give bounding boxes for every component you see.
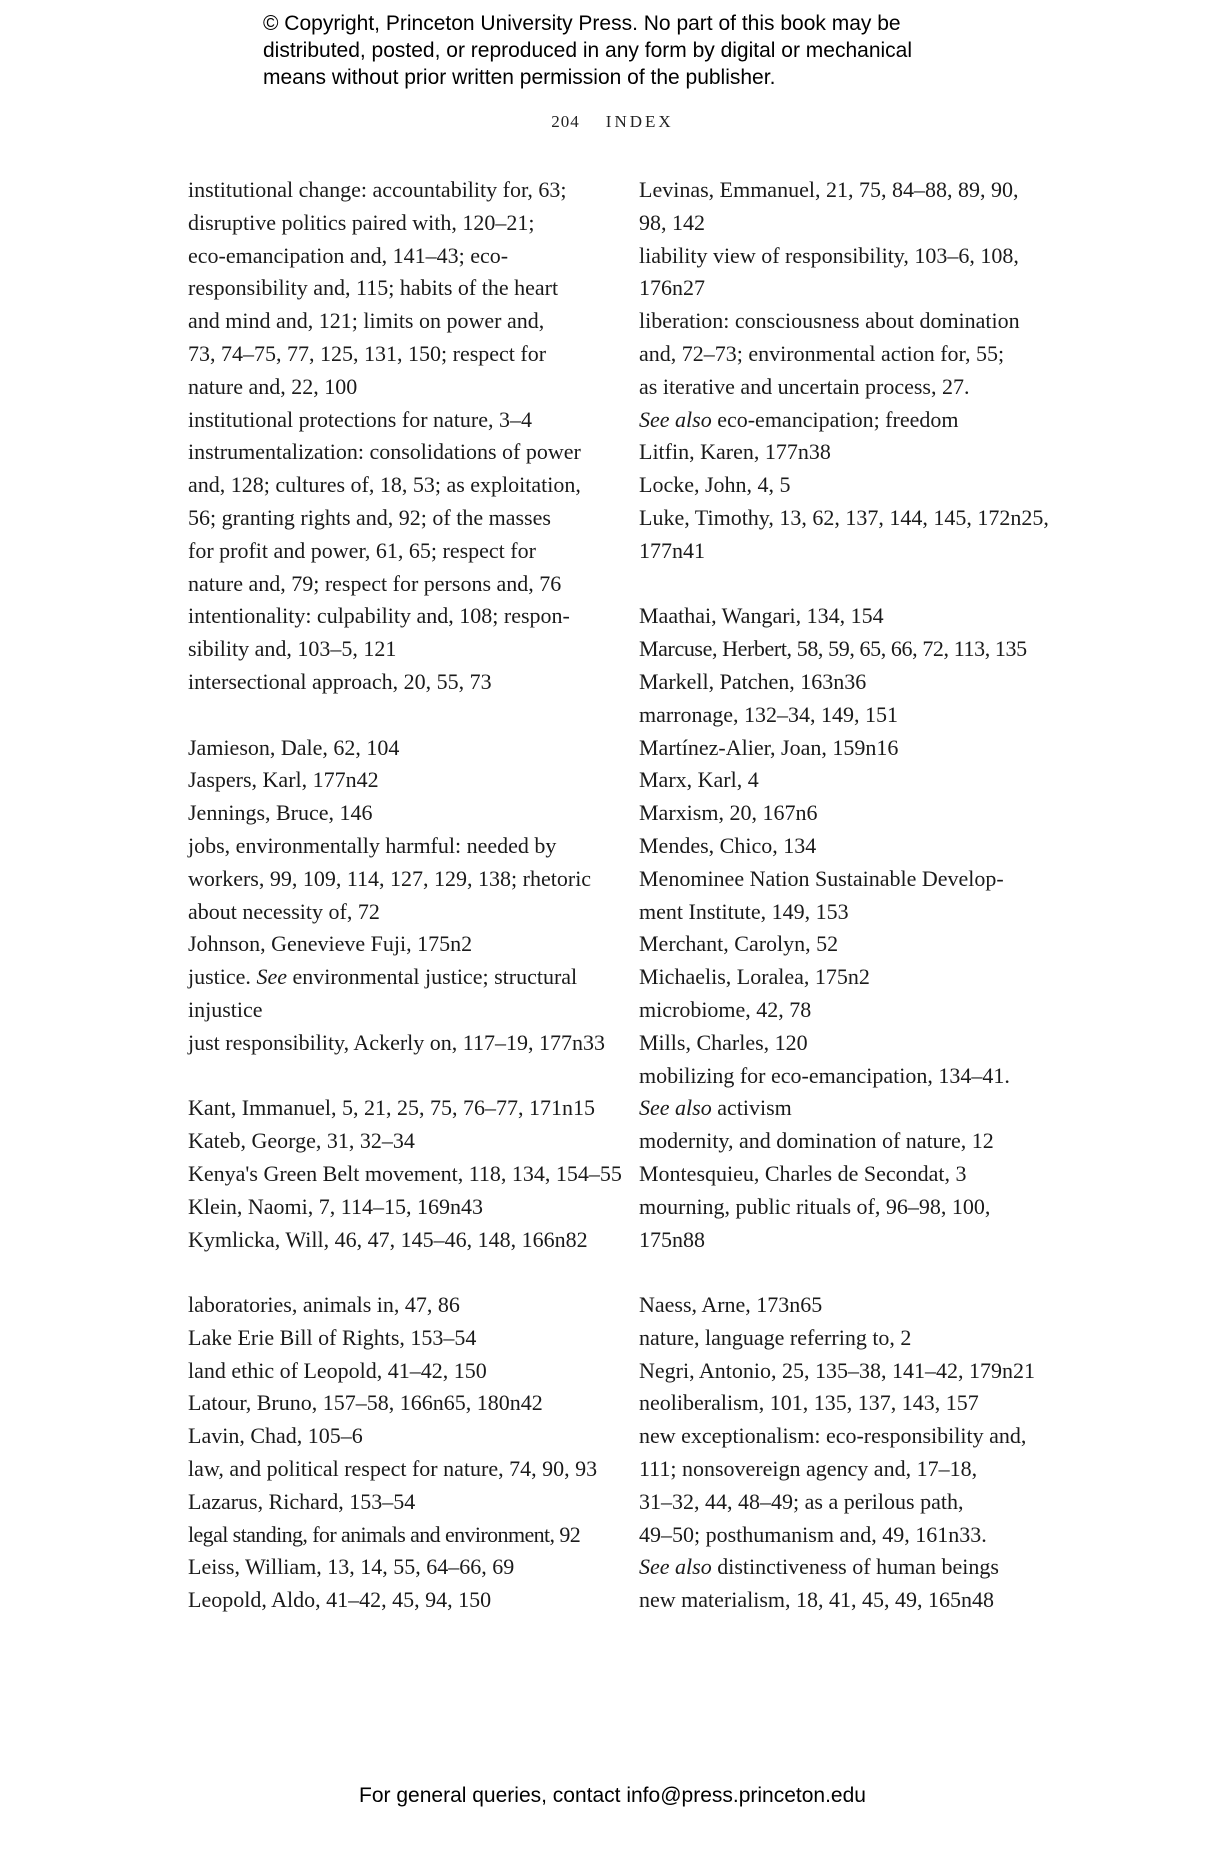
entry-line: Negri, Antonio, 25, 135–38, 141–42, 179n21 bbox=[639, 1357, 1035, 1383]
index-entry bbox=[639, 1158, 1059, 1191]
entry-line: land ethic of Leopold, 41–42, 150 bbox=[188, 1357, 487, 1383]
index-entry bbox=[188, 404, 598, 437]
entry-line: new exceptionalism: eco-responsibility and, bbox=[639, 1423, 1027, 1449]
entry-line: Martínez-Alier, Joan, 159n16 bbox=[639, 734, 899, 760]
section-title: INDEX bbox=[605, 112, 674, 131]
entry-line: 73, 74–75, 77, 125, 131, 150; respect for bbox=[188, 340, 547, 366]
index-column-left bbox=[188, 174, 622, 1617]
entry-line: Klein, Naomi, 7, 114–15, 169n43 bbox=[188, 1193, 483, 1219]
entry-line: for profit and power, 61, 65; respect for bbox=[188, 537, 536, 563]
index-entry bbox=[188, 830, 598, 928]
entry-line: law, and political respect for nature, 74, 90, 93 bbox=[188, 1456, 598, 1482]
cross-reference-see-also: See also bbox=[639, 1095, 712, 1121]
entry-line: eco-emancipation and, 141–43; eco- bbox=[188, 242, 509, 268]
index-entry bbox=[188, 961, 598, 1027]
entry-line: institutional change: accountability for, 63; bbox=[188, 177, 567, 202]
entry-line: new materialism, 18, 41, 45, 49, 165n48 bbox=[639, 1587, 995, 1613]
copyright-notice bbox=[263, 10, 1003, 91]
index-entry bbox=[188, 600, 598, 666]
entry-line: nature and, 22, 100 bbox=[188, 373, 358, 399]
index-entry bbox=[639, 240, 1059, 306]
entry-line: Kymlicka, Will, 46, 47, 145–46, 148, 166n82 bbox=[188, 1226, 588, 1252]
index-entry bbox=[188, 1027, 605, 1060]
index-entry bbox=[639, 600, 1059, 633]
index-entry bbox=[639, 174, 1059, 240]
running-head bbox=[0, 112, 1225, 132]
entry-line: 98, 142 bbox=[639, 209, 705, 235]
index-entry bbox=[188, 1387, 598, 1420]
entry-line: Locke, John, 4, 5 bbox=[639, 472, 791, 498]
entry-line: 176n27 bbox=[639, 275, 705, 301]
entry-line: nature and, 79; respect for persons and, 76 bbox=[188, 570, 562, 596]
entry-line: Leiss, William, 13, 14, 55, 64–66, 69 bbox=[188, 1554, 515, 1580]
entry-line: and, 72–73; environmental action for, 55; bbox=[639, 340, 1005, 366]
index-entry bbox=[188, 732, 598, 765]
entry-line: intersectional approach, 20, 55, 73 bbox=[188, 668, 492, 694]
entry-line: 177n41 bbox=[639, 537, 705, 563]
index-entry bbox=[188, 1453, 598, 1486]
index-entry bbox=[639, 961, 1059, 994]
entry-line: laboratories, animals in, 47, 86 bbox=[188, 1292, 460, 1318]
entry-line bbox=[188, 961, 598, 994]
index-entry bbox=[639, 305, 1059, 436]
letter-group-gap bbox=[639, 1256, 1059, 1289]
letter-group-gap bbox=[188, 699, 598, 732]
entry-line: marronage, 132–34, 149, 151 bbox=[639, 701, 899, 727]
entry-line: Litfin, Karen, 177n38 bbox=[639, 439, 831, 465]
cross-reference-see-also: See also bbox=[639, 1554, 712, 1580]
entry-line: neoliberalism, 101, 135, 137, 143, 157 bbox=[639, 1390, 979, 1416]
index-entry bbox=[639, 1289, 1059, 1322]
entry-text: activism bbox=[711, 1095, 792, 1121]
index-entry bbox=[188, 1289, 598, 1322]
copyright-line: means without prior written permission of the publisher. bbox=[263, 66, 776, 89]
index-entry bbox=[188, 764, 598, 797]
index-entry bbox=[188, 1355, 598, 1388]
index-entry bbox=[639, 633, 1059, 666]
entry-line: Jennings, Bruce, 146 bbox=[188, 800, 373, 826]
index-entry bbox=[188, 1551, 598, 1584]
entry-line: Maathai, Wangari, 134, 154 bbox=[639, 603, 884, 629]
entry-line: Naess, Arne, 173n65 bbox=[639, 1292, 823, 1318]
entry-line: 31–32, 44, 48–49; as a perilous path, bbox=[639, 1488, 964, 1514]
entry-line: Merchant, Carolyn, 52 bbox=[639, 931, 839, 957]
entry-line: instrumentalization: consolidations of power bbox=[188, 439, 581, 465]
entry-line: about necessity of, 72 bbox=[188, 898, 380, 924]
entry-line: just responsibility, Ackerly on, 117–19, 177n33 bbox=[188, 1029, 605, 1055]
index-entry bbox=[639, 666, 1059, 699]
index-entry bbox=[188, 1420, 598, 1453]
entry-line: ment Institute, 149, 153 bbox=[639, 898, 849, 924]
entry-line: Jamieson, Dale, 62, 104 bbox=[188, 734, 400, 760]
entry-line: liberation: consciousness about domination bbox=[639, 308, 1020, 334]
entry-line: injustice bbox=[188, 996, 263, 1022]
cross-reference-see: See bbox=[256, 964, 287, 990]
index-entry bbox=[639, 436, 1059, 469]
entry-line: sibility and, 103–5, 121 bbox=[188, 636, 397, 662]
index-entry bbox=[639, 1584, 1059, 1617]
entry-line: Menominee Nation Sustainable Develop- bbox=[639, 865, 1004, 891]
index-entry bbox=[188, 1322, 598, 1355]
index-entry bbox=[639, 732, 1059, 765]
index-entry bbox=[639, 699, 1059, 732]
entry-line: Latour, Bruno, 157–58, 166n65, 180n42 bbox=[188, 1390, 543, 1416]
entry-line: jobs, environmentally harmful: needed by bbox=[188, 832, 557, 858]
entry-line: and, 128; cultures of, 18, 53; as exploitation, bbox=[188, 472, 581, 498]
index-entry bbox=[639, 1060, 1059, 1126]
letter-group-gap bbox=[639, 568, 1059, 601]
index-entry bbox=[639, 1125, 1059, 1158]
index-entry bbox=[639, 1191, 1059, 1257]
entry-line: intentionality: culpability and, 108; respon- bbox=[188, 603, 570, 629]
index-entry bbox=[639, 797, 1059, 830]
entry-line: disruptive politics paired with, 120–21; bbox=[188, 209, 535, 235]
entry-line: Kant, Immanuel, 5, 21, 25, 75, 76–77, 171n15 bbox=[188, 1095, 595, 1121]
index-entry bbox=[188, 1224, 598, 1257]
entry-line: Michaelis, Loralea, 175n2 bbox=[639, 964, 870, 990]
entry-line: mobilizing for eco-emancipation, 134–41. bbox=[639, 1062, 1010, 1088]
index-entry bbox=[188, 1092, 598, 1125]
entry-line: Montesquieu, Charles de Secondat, 3 bbox=[639, 1160, 967, 1186]
entry-line: Marcuse, Herbert, 58, 59, 65, 66, 72, 113, 135 bbox=[639, 636, 1027, 662]
entry-text: distinctiveness of human beings bbox=[711, 1554, 999, 1580]
index-entry bbox=[188, 928, 598, 961]
entry-line: Marxism, 20, 167n6 bbox=[639, 800, 818, 826]
index-entry bbox=[639, 994, 1059, 1027]
entry-line: modernity, and domination of nature, 12 bbox=[639, 1128, 994, 1154]
entry-text: justice. bbox=[188, 964, 257, 990]
entry-line: Johnson, Genevieve Fuji, 175n2 bbox=[188, 931, 473, 957]
entry-text: eco-emancipation; freedom bbox=[711, 406, 959, 432]
copyright-line: © Copyright, Princeton University Press. No part of this book may be bbox=[263, 12, 901, 35]
index-entry bbox=[188, 1191, 598, 1224]
index-entry bbox=[188, 666, 598, 699]
entry-line: Jaspers, Karl, 177n42 bbox=[188, 767, 379, 793]
entry-line: microbiome, 42, 78 bbox=[639, 996, 812, 1022]
entry-line: Mills, Charles, 120 bbox=[639, 1029, 808, 1055]
entry-line: Markell, Patchen, 163n36 bbox=[639, 668, 867, 694]
index-entry bbox=[188, 1584, 598, 1617]
entry-line: Kateb, George, 31, 32–34 bbox=[188, 1128, 415, 1154]
entry-line bbox=[639, 1092, 1059, 1125]
index-entry bbox=[188, 1125, 598, 1158]
entry-line: nature, language referring to, 2 bbox=[639, 1324, 912, 1350]
entry-line: Marx, Karl, 4 bbox=[639, 767, 759, 793]
index-entry bbox=[188, 1519, 598, 1552]
index-entry bbox=[188, 174, 598, 404]
index-entry bbox=[639, 830, 1059, 863]
index-entry bbox=[639, 502, 1059, 568]
index-entry bbox=[639, 1355, 1059, 1388]
index-entry bbox=[188, 1486, 598, 1519]
entry-line: as iterative and uncertain process, 27. bbox=[639, 373, 970, 399]
footer-text: For general queries, contact info@press.princeton.edu bbox=[359, 1784, 866, 1807]
entry-line: 175n88 bbox=[639, 1226, 705, 1252]
index-entry bbox=[639, 863, 1059, 929]
page-number: 204 bbox=[551, 112, 580, 131]
entry-line: Luke, Timothy, 13, 62, 137, 144, 145, 172n25, bbox=[639, 504, 1049, 530]
entry-line: legal standing, for animals and environment, 92 bbox=[188, 1521, 581, 1547]
index-entry bbox=[188, 1158, 622, 1191]
entry-line: Leopold, Aldo, 41–42, 45, 94, 150 bbox=[188, 1587, 492, 1613]
entry-line: 111; nonsovereign agency and, 17–18, bbox=[639, 1456, 978, 1482]
index-entry bbox=[639, 928, 1059, 961]
letter-group-gap bbox=[188, 1060, 598, 1093]
copyright-line: distributed, posted, or reproduced in any form by digital or mechanical bbox=[263, 39, 913, 62]
index-entry bbox=[188, 436, 598, 600]
index-entry bbox=[188, 797, 598, 830]
index-entry bbox=[639, 1322, 1059, 1355]
entry-line: mourning, public rituals of, 96–98, 100, bbox=[639, 1193, 991, 1219]
footer-contact bbox=[0, 1784, 1225, 1808]
index-entry bbox=[639, 1387, 1059, 1420]
index-entry bbox=[639, 764, 1059, 797]
entry-line: institutional protections for nature, 3–4 bbox=[188, 406, 532, 432]
entry-line bbox=[639, 404, 1059, 437]
entry-line: 56; granting rights and, 92; of the masses bbox=[188, 504, 551, 530]
entry-line: Lake Erie Bill of Rights, 153–54 bbox=[188, 1324, 477, 1350]
entry-line: Kenya's Green Belt movement, 118, 134, 154–55 bbox=[188, 1160, 622, 1186]
entry-line: Levinas, Emmanuel, 21, 75, 84–88, 89, 90, bbox=[639, 177, 1019, 202]
entry-line: Lavin, Chad, 105–6 bbox=[188, 1423, 363, 1449]
entry-line: responsibility and, 115; habits of the heart bbox=[188, 275, 559, 301]
cross-reference-see-also: See also bbox=[639, 406, 712, 432]
entry-line bbox=[639, 1551, 1059, 1584]
letter-group-gap bbox=[188, 1256, 598, 1289]
index-entry bbox=[639, 469, 1059, 502]
entry-line: and mind and, 121; limits on power and, bbox=[188, 308, 545, 334]
entry-line: 49–50; posthumanism and, 49, 161n33. bbox=[639, 1521, 987, 1547]
entry-line: liability view of responsibility, 103–6, 108, bbox=[639, 242, 1019, 268]
entry-line: Lazarus, Richard, 153–54 bbox=[188, 1488, 416, 1514]
index-entry bbox=[639, 1027, 1059, 1060]
index-column-right bbox=[639, 174, 1059, 1617]
index-entry bbox=[639, 1420, 1059, 1584]
entry-line: Mendes, Chico, 134 bbox=[639, 832, 817, 858]
entry-line: workers, 99, 109, 114, 127, 129, 138; rhetoric bbox=[188, 865, 592, 891]
entry-text: environmental justice; structural bbox=[286, 964, 578, 990]
